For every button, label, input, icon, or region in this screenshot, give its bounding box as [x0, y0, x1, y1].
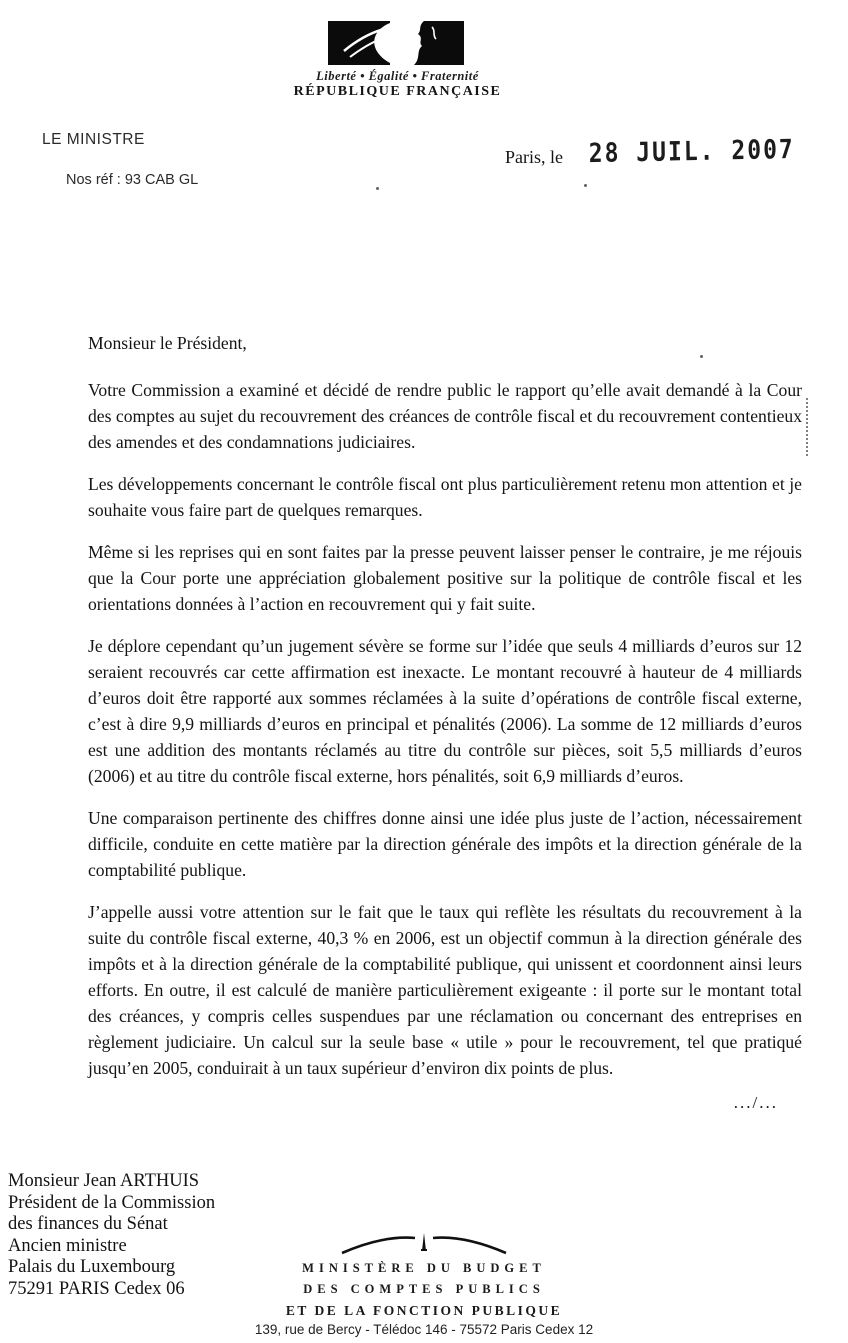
recipient-line: Palais du Luxembourg — [8, 1257, 176, 1277]
body-paragraph: Les développements concernant le contrôle fiscal ont plus particulièrement retenu mon attention et je souhaite vous faire part de quelques remarques. — [88, 474, 802, 520]
ministry-postal-address: 139, rue de Bercy - Télédoc 146 - 75572 Paris Cedex 12 — [254, 1322, 594, 1337]
recipient-line: 75291 PARIS Cedex 06 — [8, 1278, 185, 1299]
body-paragraph: Une comparaison pertinente des chiffres donne ainsi une idée plus juste de l’action, nécessairement difficile, conduite en cette matière par la direction générale des impôts et la direction générale de la comptabilité publique. — [88, 808, 802, 880]
recipient-line: Ancien ministre — [8, 1235, 127, 1256]
ministry-name-line: DES COMPTES PUBLICS — [303, 1282, 545, 1296]
ministry-arc-icon — [339, 1230, 509, 1256]
continuation-mark: .../... — [733, 1093, 778, 1112]
sender-title: LE MINISTRE — [42, 131, 145, 148]
recipient-line: Président de la Commission — [8, 1192, 216, 1213]
reference-number: Nos réf : 93 CAB GL — [66, 172, 199, 188]
letter-body — [88, 330, 802, 1097]
republic-title: RÉPUBLIQUE FRANÇAISE — [293, 84, 502, 99]
body-paragraph: Je déplore cependant qu’un jugement sévère se forme sur l’idée que seuls 4 milliards d’euros sur 12 seraient recouvrés car cette affirmation est inexacte. Le montant recouvré à hauteur de 4 milliards d’euros doit être rapporté aux sommes réclamées à la suite d’opérations de contrôle fiscal externe, c’est à dire 9,9 milliards d’euros en principal et pénalités (2006). La somme de 12 milliards d’euros est une addition des montants réclamés au titre du contrôle sur pièces, soit 5,5 milliards d’euros (2006) et au titre du contrôle fiscal externe, hors pénalités, soit 6,9 milliards d’euros. — [88, 636, 802, 786]
scan-speck — [700, 355, 703, 358]
body-paragraph: Même si les reprises qui en sont faites par la presse peuvent laisser penser le contraire, je me réjouis que la Cour porte une appréciation globalement positive sur la politique de contrôle fiscal et les orientations données à l’action en recouvrement qui y fait suite. — [88, 542, 802, 614]
ministry-footer — [224, 1230, 624, 1337]
ministry-name-line: ET DE LA FONCTION PUBLIQUE — [285, 1303, 563, 1318]
recipient-line: Monsieur Jean ARTHUIS — [8, 1171, 200, 1191]
scan-speck — [584, 184, 587, 187]
republic-motto: Liberté • Égalité • Fraternité — [316, 69, 479, 83]
scan-artifact-line — [806, 398, 808, 456]
date-stamp: 28 JUIL. 2007 — [588, 134, 795, 169]
recipient-address — [8, 1171, 215, 1300]
place-date-label: Paris, le — [505, 147, 563, 167]
marianne-republique-logo-icon — [328, 21, 464, 66]
ministry-name-line: MINISTÈRE DU BUDGET — [302, 1261, 546, 1275]
body-paragraph: J’appelle aussi votre attention sur le fait que le taux qui reflète les résultats du recouvrement à la suite du contrôle fiscal externe, 40,3 % en 2006, est un objectif commun à la direction générale des impôts et à la direction générale de la comptabilité publique, qui unissent et coordonnent ainsi leurs efforts. En outre, il est calculé de manière particulièrement exigeante : il porte sur le montant total des créances, y compris celles suspendues par une réclamation ou concernant des entreprises en règlement judiciaire. Un calcul sur la seule base « utile » pour le recouvrement, tel que pratiqué jusqu’en 2005, conduirait à un taux supérieur d’environ dix points de plus. — [88, 902, 802, 1078]
body-paragraph: Votre Commission a examiné et décidé de rendre public le rapport qu’elle avait demandé à la Cour des comptes au sujet du recouvrement des créances de contrôle fiscal et du recouvrement contentieux des amendes et des condamnations judiciaires. — [88, 380, 802, 452]
scan-speck — [376, 187, 379, 190]
dateline — [505, 134, 795, 169]
salutation: Monsieur le Président, — [88, 333, 247, 353]
recipient-line: des finances du Sénat — [8, 1214, 168, 1234]
